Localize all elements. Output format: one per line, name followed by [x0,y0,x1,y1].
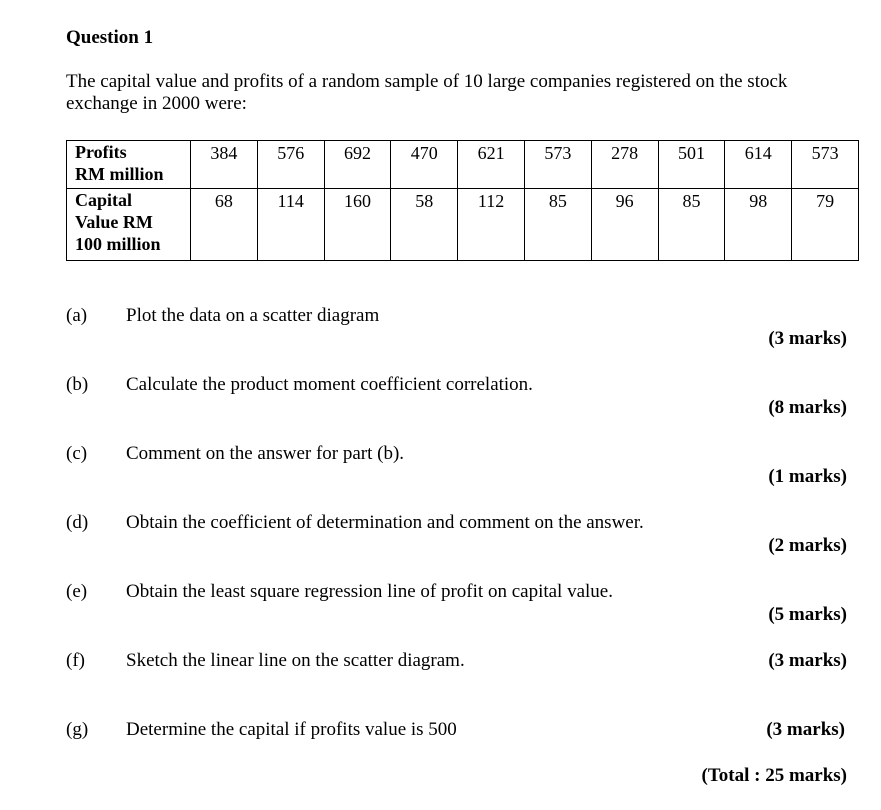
table-cell: 576 [257,141,324,189]
part-d-marks: (2 marks) [768,535,847,556]
part-a-text: Plot the data on a scatter diagram [126,305,380,326]
table-row-capital [67,189,859,261]
table-cell: 278 [591,141,658,189]
part-c-marks: (1 marks) [768,466,847,487]
part-b-label: (b) [66,374,89,395]
table-cell: 85 [524,189,591,261]
table-cell: 96 [591,189,658,261]
table-cell: 470 [391,141,458,189]
row-header-line: Profits [75,142,127,162]
part-g-text: Determine the capital if profits value is 500 [126,719,457,740]
question-title: Question 1 [66,27,154,48]
row-header-line: RM million [75,164,164,184]
table-cell: 692 [324,141,391,189]
part-d-text: Obtain the coefficient of determination and comment on the answer. [126,512,644,533]
question-intro: The capital value and profits of a random sample of 10 large companies registered on the stock exchange in 2000 were: [66,71,788,114]
table-cell: 160 [324,189,391,261]
total-marks: (Total : 25 marks) [701,765,847,786]
part-g-marks: (3 marks) [766,719,845,740]
part-e-marks: (5 marks) [768,604,847,625]
data-table [66,140,859,261]
part-a-marks: (3 marks) [768,328,847,349]
part-d-label: (d) [66,512,89,533]
part-e-label: (e) [66,581,88,602]
part-b-marks: (8 marks) [768,397,847,418]
part-f-text: Sketch the linear line on the scatter diagram. [126,650,465,671]
table-cell: 573 [524,141,591,189]
part-c-text: Comment on the answer for part (b). [126,443,405,464]
part-a-label: (a) [66,305,88,326]
table-cell: 614 [725,141,792,189]
part-g-label: (g) [66,719,89,740]
part-f-marks: (3 marks) [768,650,847,671]
table-cell: 85 [658,189,725,261]
part-e-text: Obtain the least square regression line of profit on capital value. [126,581,613,602]
table-cell: 621 [458,141,525,189]
row-header-line: Capital [75,190,133,210]
table-cell: 384 [191,141,258,189]
table-row-profits [67,141,859,189]
table-cell: 501 [658,141,725,189]
row-header-capital [67,189,191,261]
table-cell: 98 [725,189,792,261]
table-cell: 68 [191,189,258,261]
table-cell: 58 [391,189,458,261]
part-b-text: Calculate the product moment coefficient correlation. [126,374,533,395]
table-cell: 79 [792,189,859,261]
table-cell: 573 [792,141,859,189]
row-header-line: Value RM [75,212,153,232]
row-header-line: 100 million [75,234,161,254]
table-cell: 114 [257,189,324,261]
part-c-label: (c) [66,443,88,464]
row-header-profits [67,141,191,189]
table-cell: 112 [458,189,525,261]
part-f-label: (f) [66,650,85,671]
